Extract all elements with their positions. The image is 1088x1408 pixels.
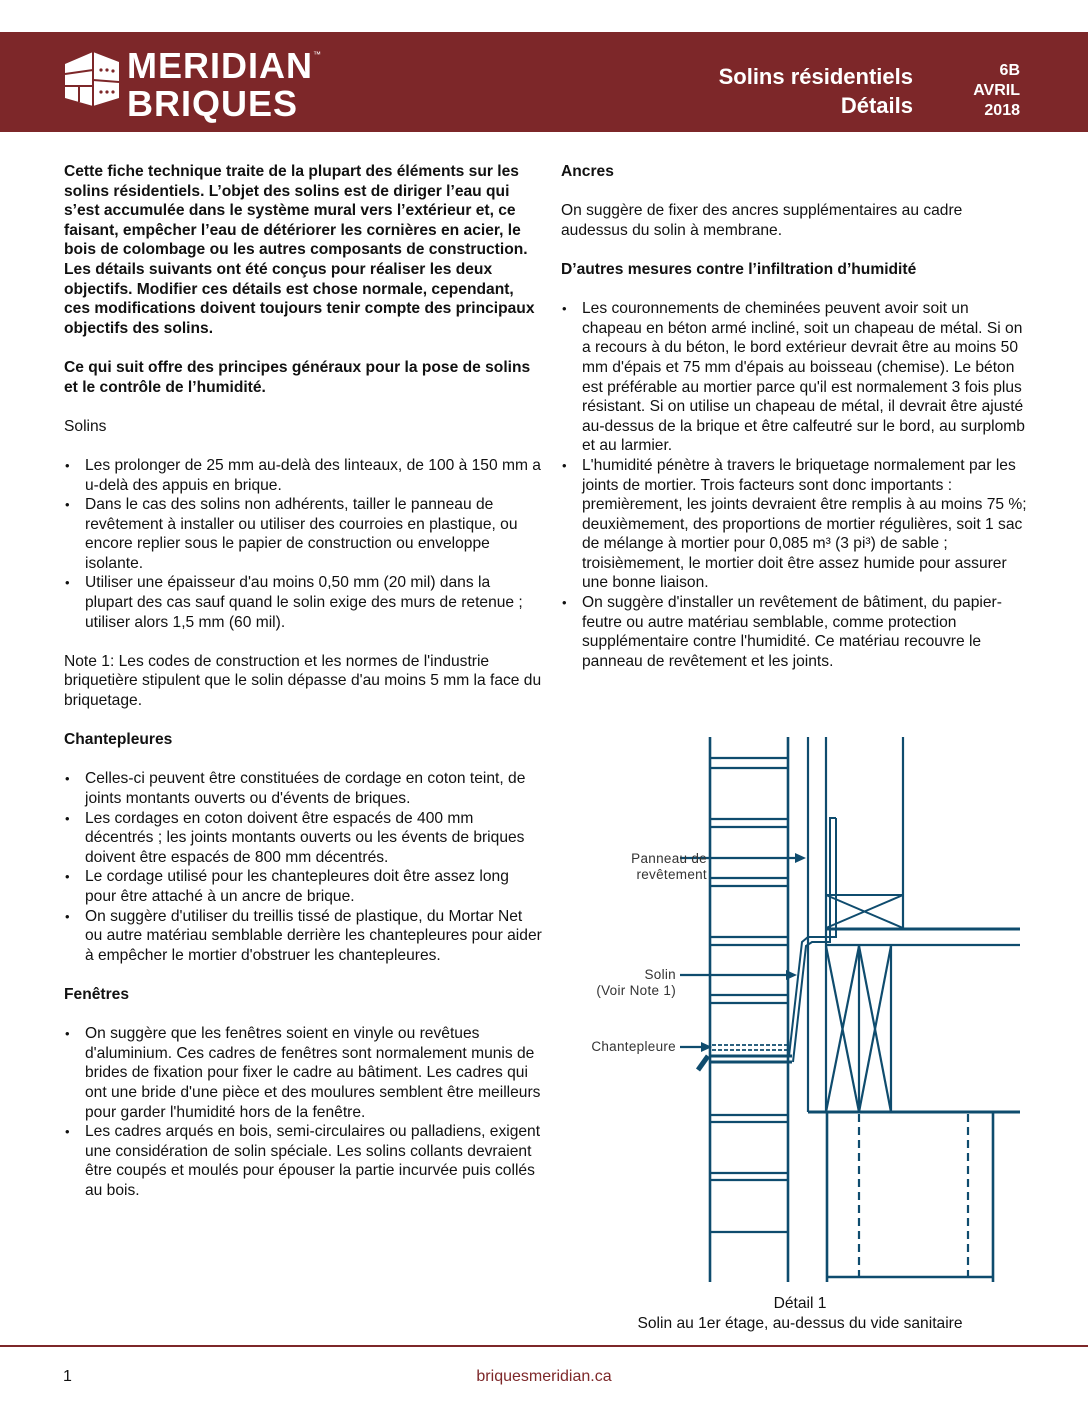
list-item: • On suggère d'installer un revêtement de bâtiment, du papier-feutre ou autre matériau semblable, comme protection supplémentaire contre l'humidité. Ce matériau recouvre le panneau de revêtement et les joints. bbox=[561, 593, 1031, 671]
document-title bbox=[719, 62, 913, 120]
label-chantepleure: Chantepleure bbox=[591, 1039, 676, 1054]
brand-logo bbox=[63, 44, 353, 124]
section-heading-fenetres: Fenêtres bbox=[64, 985, 130, 1003]
brick-courses bbox=[710, 758, 788, 1232]
list-item: • Dans le cas des solins non adhérents, tailler le panneau de revêtement à installer ou utiliser des courroies en plastique, ou encore replier sous le papier de construction ou enveloppe isolante. bbox=[64, 495, 542, 573]
section-heading-chantepleures: Chantepleures bbox=[64, 731, 173, 749]
note-1: Note 1: Les codes de construction et les normes de l'industrie briquetière stipulent que le solin dépasse d'au moins 5 mm la face du briquetage. bbox=[64, 652, 542, 710]
trademark-symbol: ™ bbox=[313, 50, 321, 59]
brand-name-line2: BRIQUES bbox=[127, 83, 299, 124]
right-column bbox=[561, 162, 1031, 671]
list-item: • Les prolonger de 25 mm au-delà des linteaux, de 100 à 150 mm a u-delà des appuis en brique. bbox=[64, 456, 542, 495]
chantepleures-list bbox=[64, 769, 542, 965]
sill-plate bbox=[826, 895, 903, 928]
list-item: • Les couronnements de cheminées peuvent avoir soit un chapeau en béton armé incliné, soit un chapeau de métal. Si on a recours à du béton, le bord extérieur devrait être au moins 50 mm d'épais et 75 mm d'épais au boisseau (chemise). Le béton est préférable au mortier parce qu'il est normalement 3 fois plus résistant. Si on utilise un chapeau de métal, il devrait être ajusté au-dessus de la brique et être calfeutré sur le bord, au surplomb et au larmier. bbox=[561, 299, 1031, 456]
arrow-panneau-icon bbox=[795, 853, 806, 863]
ancres-paragraph: On suggère de fixer des ancres supplémentaires au cadre audessus du solin à membrane. bbox=[561, 202, 963, 239]
title-line1: Solins résidentiels bbox=[718, 64, 913, 89]
document-year: 2018 bbox=[984, 102, 1020, 119]
brand-name-line1: MERIDIAN bbox=[127, 45, 313, 86]
document-month: AVRIL bbox=[973, 82, 1020, 99]
detail-figure bbox=[570, 730, 1030, 1340]
arrow-solin-icon bbox=[786, 970, 797, 980]
footer-divider bbox=[0, 1345, 1088, 1347]
document-code: 6B bbox=[999, 62, 1020, 79]
list-item: • Celles-ci peuvent être constituées de cordage en coton teint, de joints montants ouverts ou d'évents de briques. bbox=[64, 769, 542, 808]
list-item: • On suggère que les fenêtres soient en vinyle ou revêtues d'aluminium. Ces cadres de fenêtres sont normalement munis de brides de fixation pour fixer le cadre au bâtiment. Les cadres qui ont une bride d'une pièce et des moulures semblent être meilleurs pour garder l'humidité hors de la fenêtre. bbox=[64, 1024, 542, 1122]
section-heading-ancres: Ancres bbox=[561, 163, 614, 180]
list-item: • Le cordage utilisé pour les chantepleures doit être assez long pour être attaché à un ancre de brique. bbox=[64, 867, 542, 906]
list-item: • L'humidité pénètre à travers le briquetage normalement par les joints de mortier. Trois facteurs sont donc importants : premièrement, les joints devraient être remplis à au moins 75 %; deuxièmement, des proportions de mortier régulières, soit 1 sac de mélange à mortier pour 0,085 m³ (3 pi³) de sable ; troisièmement, le mortier doit être assez humide pour assurer une bonne liaison. bbox=[561, 456, 1031, 593]
list-item: • On suggère d'utiliser du treillis tissé de plastique, du Mortar Net ou autre matériau semblable derrière les chantepleures pour aider à empêcher le mortier d'obstruer les chantepleures. bbox=[64, 907, 542, 966]
left-column bbox=[64, 162, 542, 1220]
section-heading-solins: Solins bbox=[64, 417, 107, 435]
list-item: • Les cordages en coton doivent être espacés de 400 mm décentrés ; les joints montants ouverts ou les évents de briques doivent être espacés de 800 mm décentrés. bbox=[64, 809, 542, 868]
title-line2: Détails bbox=[840, 93, 913, 118]
header-banner bbox=[0, 32, 1088, 132]
flashing-detail-drawing bbox=[570, 730, 1030, 1290]
rim-joist bbox=[826, 946, 891, 1112]
list-item: • Les cadres arqués en bois, semi-circulaires ou palladiens, exigent une considération de solin spéciale. Les solins collants devraient être coupés et moulés pour épouser la partie incurvée puis collés au bois. bbox=[64, 1122, 542, 1200]
brick-building-icon bbox=[63, 48, 121, 108]
page-number: 1 bbox=[63, 1368, 72, 1385]
label-solin: Solin (Voir Note 1) bbox=[596, 967, 676, 998]
foundation-wall bbox=[827, 1112, 993, 1282]
label-panneau: Panneau de revêtement bbox=[631, 851, 707, 882]
figure-caption-title: Détail 1 bbox=[773, 1295, 827, 1312]
intro-paragraph: Cette fiche technique traite de la plupart des éléments sur les solins résidentiels. L’objet des solins est de diriger l’eau qui s’est accumulée dans le système mural vers l’extérieur et, ce faisant, empêcher l’eau de détériorer les cornières en acier, le bois de colombage ou les autres composants de construction. Les détails suivants ont été conçus pour réaliser les deux objectifs. Modifier ces détails est chose normale, cependant, ces modifications doivent toujours tenir compte des principaux objectifs des solins. bbox=[64, 163, 535, 337]
figure-caption-text: Solin au 1er étage, au-dessus du vide sanitaire bbox=[637, 1315, 963, 1332]
website-link[interactable]: briquesmeridian.ca bbox=[476, 1368, 612, 1385]
solins-list bbox=[64, 456, 542, 632]
intro-paragraph-2: Ce qui suit offre des principes généraux pour la pose de solins et le contrôle de l’humidité. bbox=[64, 358, 531, 396]
mesures-list bbox=[561, 299, 1031, 671]
fenetres-list bbox=[64, 1024, 542, 1200]
list-item: • Utiliser une épaisseur d'au moins 0,50 mm (20 mil) dans la plupart des cas sauf quand le solin exige des murs de retenue ; utiliser alors 1,5 mm (60 mil). bbox=[64, 573, 542, 632]
document-meta bbox=[973, 61, 1020, 121]
weep-hole-chantepleure bbox=[712, 1045, 788, 1050]
section-heading-mesures: D’autres mesures contre l’infiltration d’humidité bbox=[561, 260, 917, 278]
